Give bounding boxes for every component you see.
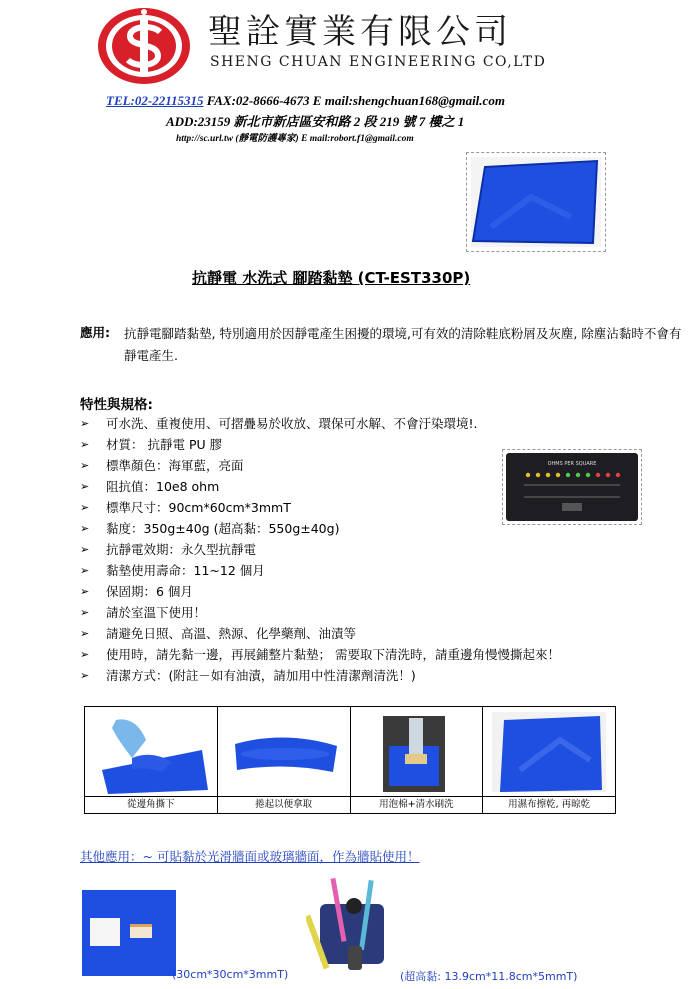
spec-heading: 特性與規格:	[80, 397, 153, 413]
product-photo	[466, 152, 606, 252]
spec-item: ➢ 請避免日照、高溫、熱源、化學藥劑、油漬等	[80, 623, 680, 644]
cleaning-steps-table	[84, 706, 616, 814]
application-label: 應用:	[80, 325, 110, 340]
step-caption: 用濕布擦乾, 再晾乾	[483, 796, 615, 813]
meter-label: OHMS PER SQUARE	[547, 461, 597, 467]
spec-item: ➢ 抗靜電效期：永久型抗靜電	[80, 539, 680, 560]
step-caption: 捲起以便拿取	[218, 796, 350, 813]
resistance-meter-photo	[502, 449, 642, 525]
spec-item: ➢ 保固期：6 個月	[80, 581, 680, 602]
spec-item: ➢ 清潔方式：(附註－如有油漬，請加用中性清潔劑清洗！)	[80, 665, 680, 686]
company-logo	[96, 6, 192, 86]
step-photo-roll	[218, 707, 350, 796]
telephone-link[interactable]: TEL:02-22115315	[106, 93, 204, 108]
application-text: 抗靜電腳踏黏墊, 特別適用於因靜電產生困擾的環境,可有效的清除鞋底粉屑及灰塵, 除塵沾黏時不會有靜電產生.	[124, 326, 682, 363]
spec-item: ➢ 標準尺寸：90cm*60cm*3mmT	[80, 497, 680, 518]
title-main: 抗靜電 水洗式 腳踏黏墊	[192, 269, 358, 287]
small-pad-caption: (超高黏: 13.9cm*11.8cm*5mmT)	[400, 970, 578, 983]
spec-item: ➢ 請於室溫下使用！	[80, 602, 680, 623]
cleaning-step	[351, 707, 484, 813]
spec-item: ➢ 黏度：350g±40g (超高黏：550g±40g)	[80, 518, 680, 539]
spec-item: ➢ 材質： 抗靜電 PU 膠	[80, 434, 680, 455]
cleaning-step	[85, 707, 218, 813]
small-pad-photo	[306, 874, 398, 980]
other-application-text: 其他應用：~ 可貼黏於光滑牆面或玻璃牆面，作為牆貼使用！	[80, 849, 420, 864]
step-caption: 用泡棉+清水刷洗	[351, 796, 483, 813]
square-pad-caption: (30cm*30cm*3mmT)	[172, 968, 289, 981]
company-name-english: SHENG CHUAN ENGINEERING CO,LTD	[210, 54, 547, 70]
bullet-arrow-icon: ➢	[80, 648, 90, 661]
website-line: http://sc.url.tw (靜電防護專家) E mail:robort.f1@gmail.com	[176, 134, 414, 144]
bullet-arrow-icon: ➢	[80, 669, 90, 682]
spec-item: ➢ 使用時，請先黏一邊，再展鋪整片黏墊； 需要取下清洗時，請重邊角慢慢撕起來！	[80, 644, 680, 665]
bullet-arrow-icon: ➢	[80, 627, 90, 640]
address-line: ADD:23159 新北市新店區安和路 2 段 219 號 7 樓之 1	[166, 114, 465, 129]
fax-email-text: FAX:02-8666-4673 E mail:shengchuan168@gmail.com	[203, 93, 505, 108]
product-title	[192, 267, 470, 288]
cleaning-step	[483, 707, 615, 813]
bullet-arrow-icon: ➢	[80, 585, 90, 598]
bullet-arrow-icon: ➢	[80, 522, 90, 535]
cleaning-step	[218, 707, 351, 813]
spec-item: ➢ 黏墊使用壽命：11~12 個月	[80, 560, 680, 581]
spec-item: ➢ 標準顏色：海軍藍，亮面	[80, 455, 680, 476]
bullet-arrow-icon: ➢	[80, 606, 90, 619]
square-pad-photo	[82, 890, 176, 976]
bullet-arrow-icon: ➢	[80, 564, 90, 577]
bullet-arrow-icon: ➢	[80, 438, 90, 451]
bullet-arrow-icon: ➢	[80, 480, 90, 493]
spec-item: ➢ 阻抗值：10e8 ohm	[80, 476, 680, 497]
step-caption: 從邊角撕下	[85, 796, 217, 813]
step-photo-wash	[351, 707, 483, 796]
title-model: (CT-EST330P)	[357, 269, 471, 287]
step-photo-dry	[483, 707, 615, 796]
bullet-arrow-icon: ➢	[80, 543, 90, 556]
spec-item: ➢ 可水洗、重複使用、可摺疊易於收放、環保可水解、不會汙染環境!.	[80, 413, 680, 434]
bullet-arrow-icon: ➢	[80, 459, 90, 472]
contact-phone-line	[106, 93, 505, 109]
company-name-chinese: 聖詮實業有限公司	[208, 12, 512, 52]
step-photo-peel	[85, 707, 217, 796]
bullet-arrow-icon: ➢	[80, 501, 90, 514]
bullet-arrow-icon: ➢	[80, 417, 90, 430]
